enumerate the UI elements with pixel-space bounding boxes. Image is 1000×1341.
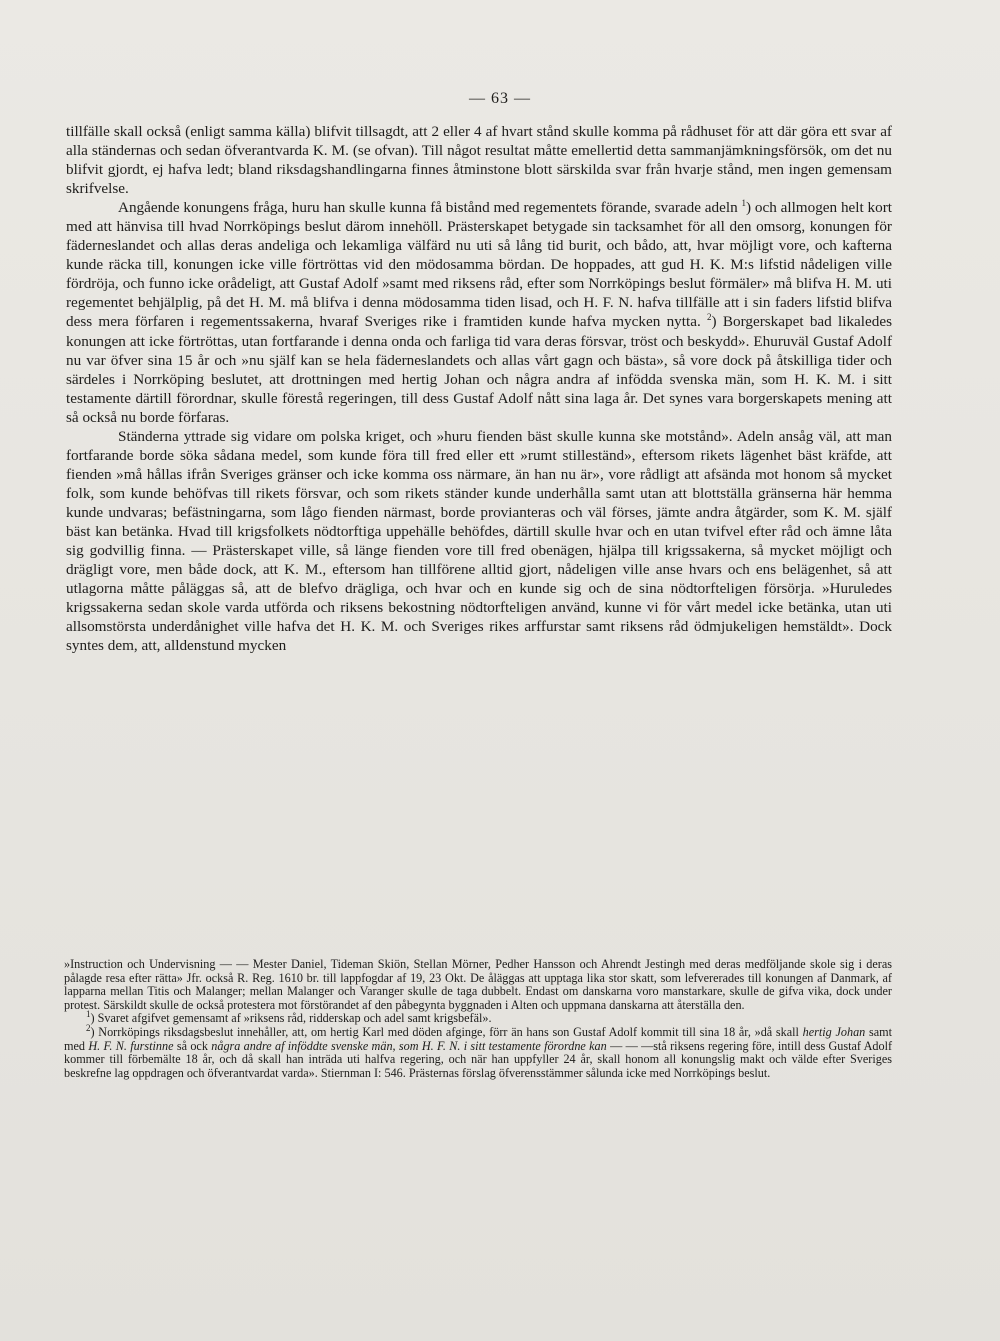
footnote-ref-1: 1 [741, 198, 747, 209]
footnote-2-mark: 2 [86, 1022, 91, 1033]
footnote-2 [64, 1022, 893, 1080]
footnote-2-italic-1: hertig Johan [802, 1024, 866, 1039]
footnote-2-text-b: samt med [64, 1024, 893, 1053]
footnote-1 [64, 1009, 892, 1026]
footnote-continued: »Instruction och Undervisning — — Mester Daniel, Tideman Skiön, Stellan Mörner, Pedher Hansson och Ahrendt Jestingh med deras medföljande skole sig i deras pålagde resa efter rätta» Jfr. också R. Reg. 1610 br. till lappfogdar af 19, 23 Okt. De åläggas att upptaga lika stor skatt, som lefvererades till konungen af Danmark, af lapparna mellan Titis och Malanger; mellan Malanger och Varanger skulle de taga dubbelt. Endast om danskarna voro manstarkare, skulle de gifva vika, dock under protest. Särskildt skulle de också protestera mot förstörandet af den påbegynta byggnaden i Alten och uppmana danskarna att återställa den. [64, 957, 892, 1012]
footnote-1-text: ) Svaret afgifvet gemensamt af »riksens råd, ridderskap och adel samt krigsbefäl». [90, 1011, 492, 1026]
paragraph-1: tillfälle skall också (enligt samma källa) blifvit tillsagdt, att 2 eller 4 af hvart stånd skulle komma på rådhuset för att där göra ett svar af alla ständernas och sedan öfverantvarda K. M. (se ofvan). Till något resultat måtte emellertid detta sammanjämkningsförsök, om det nu blifvit gjordt, ej hafva ledt; bland riksdagshandlingarna finnes åtminstone blott särskilda svar från hvarje stånd, men ingen gemensam skrifvelse. [66, 123, 892, 198]
footnote-ref-2: 2 [707, 312, 712, 323]
footnotes [64, 958, 892, 1080]
footnote-2-italic-3: några andre af inföddte svenske män, som H. F. N. i sitt testamente förordne kan [211, 1038, 607, 1053]
page-number: — 63 — [469, 90, 531, 107]
paragraph-2-part-b: ) och allmogen helt kort med att hänvisa till hvad Norrköpings beslut därom innehöll. Prästerskapet betygade sin tacksamhet för all den omsorg, konungen för fäderneslandet och allas deras andeliga och lekamliga välfärd nu uti så lång tid burit, och bådo, att, hvar möjligt vore, och kafterna kunde räcka till, konungen icke ville förtröttas vid den mödosamma bördan. De hoppades, att gud H. K. M:s lifstid nådeligen ville fördröja, och funno icke orådeligt, att Gustaf Adolf »samt med riksens råd, efter som Norrköpings beslut förmäler» må blifva H. M. uti regementet behjälplig, på det H. M. må blifva i denna mödosamma tiden lisad, och H. F. N. hafva tillfälle att i sin faders lifstid blifva dess mera förfaren i regementssakerna, hvaraf Sveriges rike i framtiden kunde hafva mycken nytta. [66, 199, 892, 331]
footnote-2-text-d: — — —stå riksens regering före, intill dess Gustaf Adolf kommer till förbemälte 18 år, och då skall han inträda uti halfva regering, och när han uppfyller 24 år, skall honom all konungslig makt och välde efter Sveriges beskrefne lag oppdragen och öfverantvardat varda». Stiernman I: 546. Prästernas förslag öfverensstämmer sålunda icke med Norrköpings beslut. [64, 1038, 893, 1080]
footnote-2-text-c: så ock [176, 1038, 208, 1053]
footnote-1-mark: 1 [86, 1009, 91, 1020]
paragraph-3: Ständerna yttrade sig vidare om polska kriget, och »huru fienden bäst skulle kunna ske motstånd». Adeln ansåg väl, att man fortfarande borde söka sådana medel, som kunde föra till fred eller ett »rumt stilleständ», eftersom rikets lägenhet bäst kräfde, att fienden »må hållas ifrån Sveriges gränser och icke komma oss närmare, än han nu är», vore rådligt att afsända mot honom så mycket folk, som kunde behöfvas till rikets försvar, och som rikets ständer kunde underhålla samt utan att blottställa gränserna här hemma kunde undvaras; befästningarna, som lågo fienden närmast, borde provianteras och väl förses, jämte andra åtgärder, som K. M. själf bäst kan betänka. Hvad till krigsfolkets nödtorftiga uppehälle behöfdes, därtill skulle hvar och en utan tvifvel efter råd och ämne låta sig godvillig finna. — Prästerskapet ville, så länge fienden vore till fred obenägen, hjälpa till krigssakerna, så mycket möjligt och drägligt vore, men både dock, att K. M., eftersom han tillförene alltid gjort, nådeligen ville anse hvars och ens belägenhet, så att utlagorna måtte påläggas så, att de blefvo drägliga, och hvar och en kunde sig och de sina nödtorfteligen försörja. »Huruledes krigssakerna sedan skole varda utförda och riksens bekostning nödtorfteligen använd, kunne vi för vårt medel icke betänka, utan uti allsomstörsta underdånighet ville hafva det H. K. M. och Sveriges rikes arffurstar samt riksens råd ödmjukeligen hemstäldt». Dock syntes dem, att, alldenstund mycken [66, 427, 892, 655]
footnote-2-italic-2: H. F. N. furstinne [88, 1038, 174, 1053]
footnote-2-text-a: ) Norrköpings riksdagsbeslut innehåller, att, om hertig Karl med döden afginge, förr än hans son Gustaf Adolf kommit till sina 18 år, »då skall [90, 1024, 799, 1039]
main-text [66, 122, 892, 655]
paragraph-2-part-c: ) Borgerskapet bad likaledes konungen att icke förtröttas, utan fortfarande i denna onda och farliga tid vara deras försvar, tröst och beskydd». Ehuruväl Gustaf Adolf nu var öfver sina 15 år och »nu själf kan se hela fäderneslandets och allas vårt gagn och bästa», så vore dock på åtskilliga tider och särdeles i Norrköping beslutet, att drottningen med hertig Johan och några andra af infödda svenska män, som H. K. M. i sitt testamente därtill förordnar, skulle förestå regeringen, till dess Gustaf Adolf nått sina laga år. Det synes vara borgerskapets mening att så också nu borde förfaras. [66, 313, 893, 426]
paragraph-2 [66, 198, 892, 427]
paragraph-2-part-a: Angående konungens fråga, huru han skulle kunna få bistånd med regementets förande, svarade adeln [118, 199, 738, 217]
